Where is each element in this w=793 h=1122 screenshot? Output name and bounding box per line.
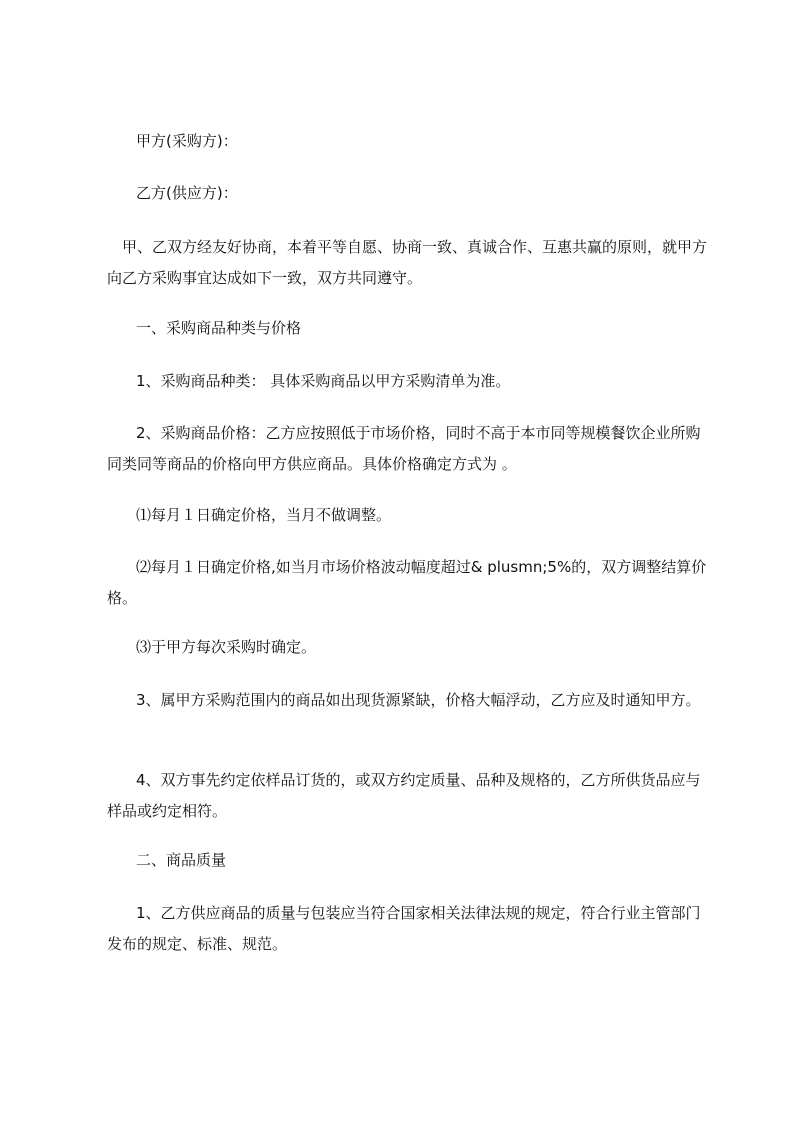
price-option-2: ⑵每月１日确定价格,如当月市场价格波动幅度超过& plusmn;5%的，双方调整结算价格。	[107, 558, 707, 607]
section-1-item-3: 3、属甲方采购范围内的商品如出现货源紧缺，价格大幅浮动，乙方应及时通知甲方。	[136, 691, 701, 709]
section-2-title: 二、商品质量	[136, 851, 227, 869]
section-2-item-1: 1、乙方供应商品的质量与包装应当符合国家相关法律法规的规定，符合行业主管部门发布的规定、标准、规范。	[107, 904, 701, 953]
price-option-1: ⑴每月１日确定价格，当月不做调整。	[136, 506, 392, 524]
section-1-item-1: 1、采购商品种类： 具体采购商品以甲方采购清单为准。	[136, 372, 511, 390]
section-1-item-2: 2、采购商品价格：乙方应按照低于市场价格，同时不高于本市同等规模餐饮企业所购同类同等商品的价格向甲方供应商品。具体价格确定方式为 。	[107, 424, 701, 473]
party-a-line: 甲方(采购方)：	[136, 132, 238, 150]
price-option-3: ⑶于甲方每次采购时确定。	[136, 638, 317, 656]
section-1-title: 一、采购商品种类与价格	[136, 319, 302, 337]
section-1-item-4: 4、双方事先约定依样品订货的，或双方约定质量、品种及规格的，乙方所供货品应与样品或约定相符。	[107, 771, 701, 820]
party-b-line: 乙方(供应方)：	[136, 184, 238, 202]
intro-paragraph: 甲、乙双方经友好协商，本着平等自愿、协商一致、真诚合作、互惠共赢的原则，就甲方向乙方采购事宜达成如下一致，双方共同遵守。	[107, 238, 708, 287]
